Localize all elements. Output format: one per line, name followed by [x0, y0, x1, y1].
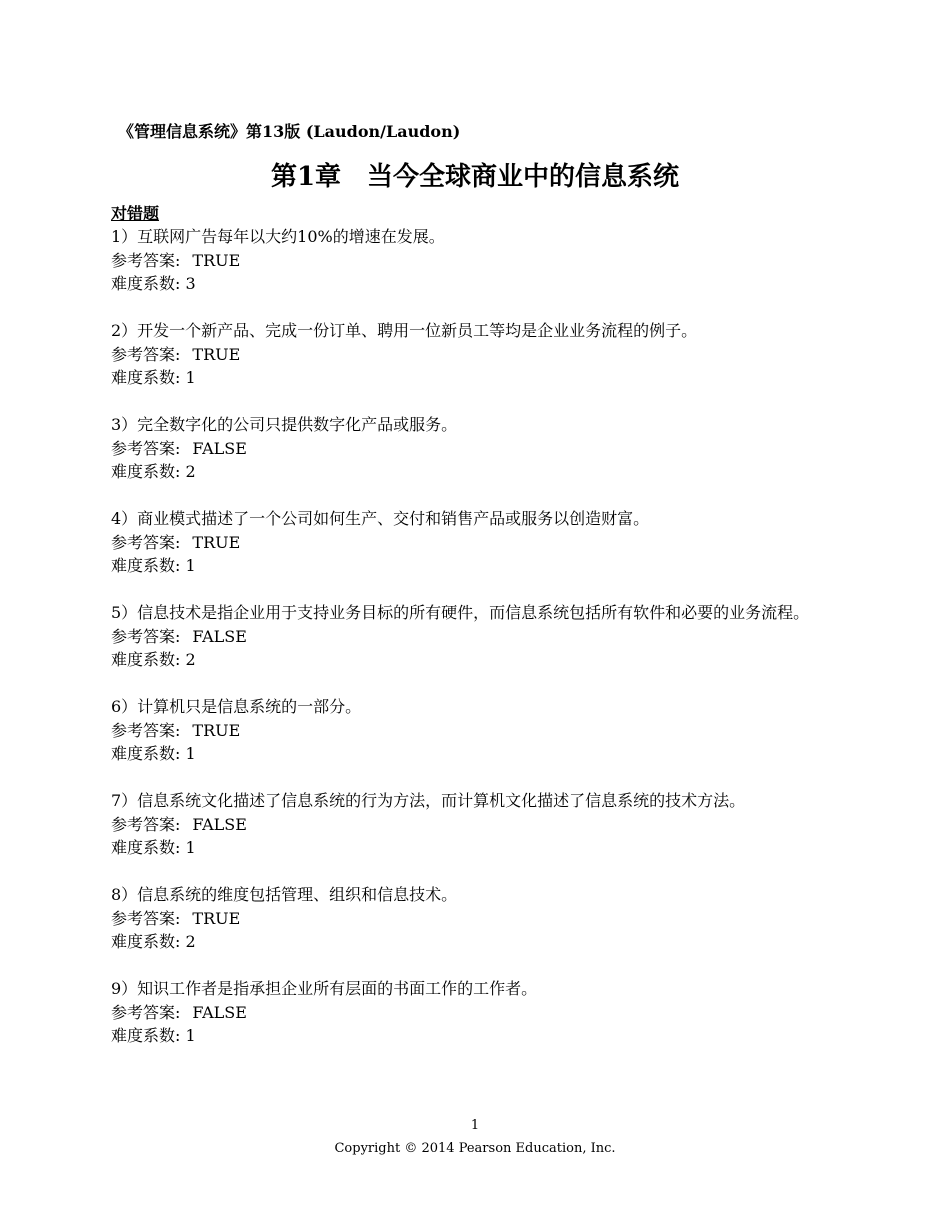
question-item [111, 413, 851, 484]
difficulty-row: 难度系数: 1 [111, 1026, 196, 1045]
question-item [111, 601, 851, 672]
difficulty-row: 难度系数: 2 [111, 650, 196, 669]
question-text: 8）信息系统的维度包括管理、组织和信息技术。 [111, 885, 458, 904]
answer-value: TRUE [192, 532, 241, 552]
question-text: 9）知识工作者是指承担企业所有层面的书面工作的工作者。 [111, 979, 538, 998]
answer-label: 参考答案: [111, 908, 181, 928]
book-header: 《管理信息系统》第13版 (Laudon/Laudon) [118, 122, 461, 141]
question-item [111, 883, 851, 954]
answer-value: TRUE [192, 250, 241, 270]
question-item [111, 225, 851, 296]
page-number: 1 [470, 1118, 480, 1133]
difficulty-row: 难度系数: 1 [111, 556, 196, 575]
answer-row [111, 907, 851, 931]
difficulty-row: 难度系数: 1 [111, 744, 196, 763]
answer-row [111, 249, 851, 273]
question-item [111, 319, 851, 390]
answer-value: FALSE [192, 438, 247, 458]
question-item [111, 977, 851, 1048]
question-text: 1）互联网广告每年以大约10%的增速在发展。 [111, 227, 445, 246]
answer-label: 参考答案: [111, 814, 181, 834]
answer-value: FALSE [192, 626, 247, 646]
question-item [111, 695, 851, 766]
difficulty-row: 难度系数: 2 [111, 932, 196, 951]
question-text: 7）信息系统文化描述了信息系统的行为方法，而计算机文化描述了信息系统的技术方法。 [111, 791, 746, 810]
answer-row [111, 719, 851, 743]
difficulty-row: 难度系数: 1 [111, 368, 196, 387]
question-item [111, 789, 851, 860]
answer-row [111, 813, 851, 837]
question-text: 4）商业模式描述了一个公司如何生产、交付和销售产品或服务以创造财富。 [111, 509, 650, 528]
answer-label: 参考答案: [111, 720, 181, 740]
chapter-title: 第1章 当今全球商业中的信息系统 [270, 162, 680, 192]
question-list [111, 225, 851, 1071]
section-heading: 对错题 [111, 204, 160, 223]
answer-row [111, 437, 851, 461]
question-item [111, 507, 851, 578]
answer-value: FALSE [192, 814, 247, 834]
answer-value: TRUE [192, 720, 241, 740]
answer-value: TRUE [192, 908, 241, 928]
question-text: 3）完全数字化的公司只提供数字化产品或服务。 [111, 415, 458, 434]
answer-label: 参考答案: [111, 626, 181, 646]
answer-value: TRUE [192, 344, 241, 364]
answer-label: 参考答案: [111, 1002, 181, 1022]
question-text: 5）信息技术是指企业用于支持业务目标的所有硬件，而信息系统包括所有软件和必要的业务流程。 [111, 603, 810, 622]
answer-row [111, 343, 851, 367]
answer-label: 参考答案: [111, 532, 181, 552]
difficulty-row: 难度系数: 1 [111, 838, 196, 857]
answer-label: 参考答案: [111, 438, 181, 458]
question-text: 2）开发一个新产品、完成一份订单、聘用一位新员工等均是企业业务流程的例子。 [111, 321, 698, 340]
difficulty-row: 难度系数: 3 [111, 274, 196, 293]
difficulty-row: 难度系数: 2 [111, 462, 196, 481]
copyright-notice: Copyright © 2014 Pearson Education, Inc. [334, 1141, 616, 1156]
answer-label: 参考答案: [111, 250, 181, 270]
answer-row [111, 1001, 851, 1025]
answer-row [111, 531, 851, 555]
answer-row [111, 625, 851, 649]
question-text: 6）计算机只是信息系统的一部分。 [111, 697, 362, 716]
answer-label: 参考答案: [111, 344, 181, 364]
answer-value: FALSE [192, 1002, 247, 1022]
